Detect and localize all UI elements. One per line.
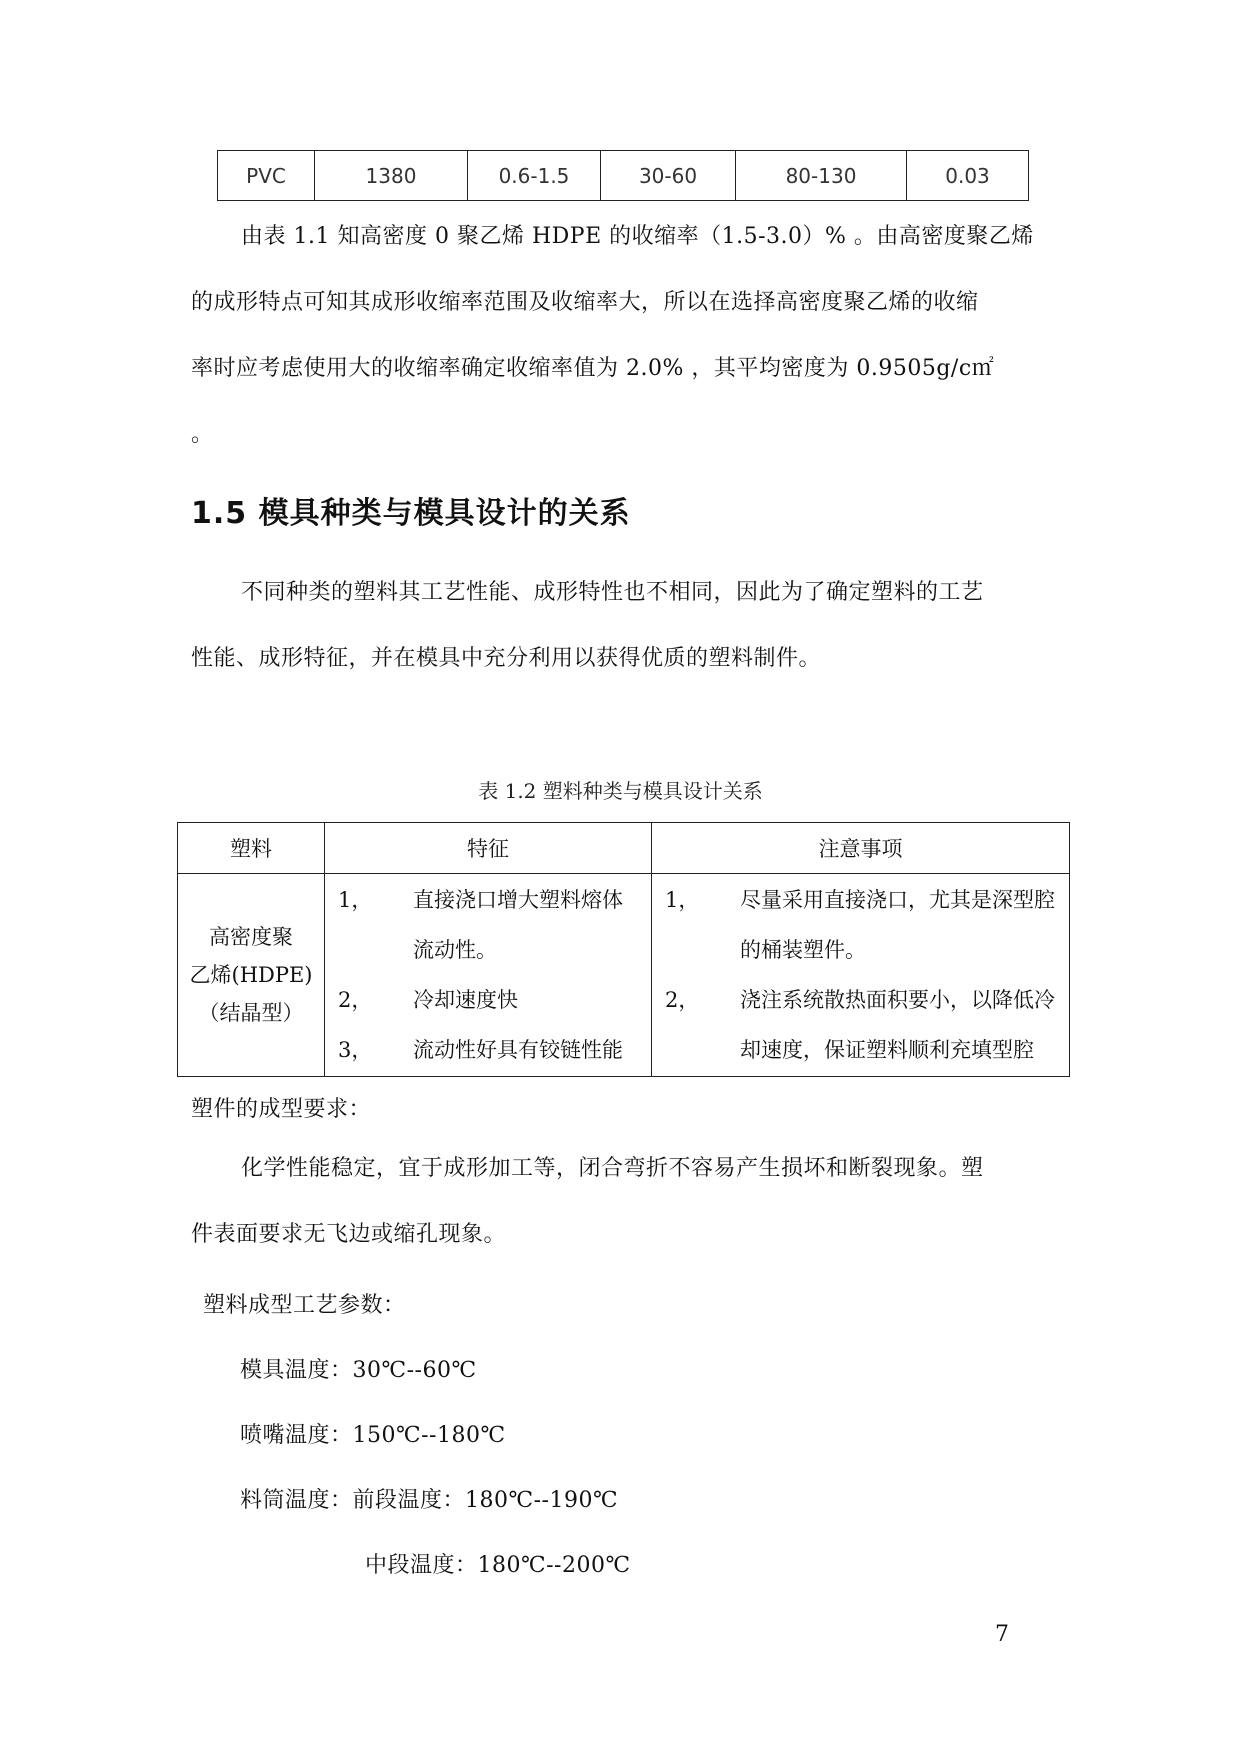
item-text: 冷却速度快 [413, 988, 518, 1012]
table-row [178, 874, 1070, 1077]
note-item [653, 975, 1068, 1075]
item-text: 流动性。 [413, 938, 497, 962]
item-number: 3， [338, 1038, 373, 1062]
plastic-cell [178, 874, 325, 1077]
table-cell: 30-60 [601, 151, 736, 201]
column-header: 塑料 [178, 823, 325, 874]
item-text: 浇注系统散热面积要小，以降低冷 [740, 988, 1055, 1012]
table-cell: PVC [218, 151, 315, 201]
item-number: 2， [338, 988, 373, 1012]
column-header: 注意事项 [652, 823, 1070, 874]
text-line: 。 [191, 422, 214, 447]
section-heading: 1.5 模具种类与模具设计的关系 [191, 496, 631, 531]
paragraph-mold-types [191, 560, 1061, 692]
param-mold-temp: 模具温度：30℃--60℃ [240, 1358, 477, 1383]
feature-item [326, 975, 650, 1025]
item-text: 却速度，保证塑料顺利充填型腔 [740, 1038, 1034, 1062]
text-line: 化学性能稳定，宜于成形加工等，闭合弯折不容易产生损坏和断裂现象。塑 [241, 1156, 984, 1181]
paragraph-requirements [191, 1136, 1061, 1268]
table-header-row [178, 823, 1070, 874]
text-line: 不同种类的塑料其工艺性能、成形特性也不相同，因此为了确定塑料的工艺 [241, 580, 984, 605]
param-nozzle-temp: 喷嘴温度：150℃--180℃ [240, 1423, 506, 1448]
page-number: 7 [995, 1622, 1009, 1647]
plastic-mold-design-table [177, 822, 1070, 1077]
item-number: 1， [665, 888, 700, 912]
params-label: 塑料成型工艺参数： [203, 1293, 406, 1318]
table-cell: 0.03 [907, 151, 1029, 201]
text-line: 由表 1.1 知高密度 0 聚乙烯 HDPE 的收缩率（1.5-3.0）% 。由高密度聚乙烯 [241, 224, 1034, 249]
feature-item [326, 875, 650, 975]
note-item [653, 875, 1068, 975]
table-cell: 80-130 [736, 151, 907, 201]
notes-cell [652, 874, 1070, 1077]
param-barrel-middle: 中段温度：180℃--200℃ [365, 1553, 631, 1578]
item-number: 1， [338, 888, 373, 912]
table-cell: 1380 [315, 151, 468, 201]
text-line: 件表面要求无飞边或缩孔现象。 [191, 1222, 507, 1247]
table-cell: 0.6-1.5 [468, 151, 601, 201]
text-line: 率时应考虑使用大的收缩率确定收缩率值为 2.0% ，其平均密度为 0.9505g/c㎡ [191, 356, 995, 381]
paragraph-shrinkage [191, 204, 1061, 468]
requirements-label: 塑件的成型要求： [191, 1097, 372, 1122]
plastic-name-line: 高密度聚 [209, 925, 293, 949]
item-number: 2， [665, 988, 700, 1012]
table-row [218, 151, 1029, 201]
feature-item [326, 1025, 650, 1075]
item-text: 尽量采用直接浇口，尤其是深型腔 [740, 888, 1055, 912]
table-caption: 表 1.2 塑料种类与模具设计关系 [478, 779, 763, 803]
item-text: 的桶装塑件。 [740, 938, 866, 962]
plastic-name-line: （结晶型） [198, 1001, 304, 1025]
plastic-name-line: 乙烯(HDPE) [189, 963, 313, 987]
material-table-fragment [217, 150, 1029, 201]
param-barrel-front: 料筒温度：前段温度：180℃--190℃ [240, 1488, 619, 1513]
item-text: 流动性好具有铰链性能 [413, 1038, 623, 1062]
features-cell [325, 874, 652, 1077]
item-text: 直接浇口增大塑料熔体 [413, 888, 623, 912]
column-header: 特征 [325, 823, 652, 874]
text-line: 的成形特点可知其成形收缩率范围及收缩率大，所以在选择高密度聚乙烯的收缩 [191, 290, 979, 315]
text-line: 性能、成形特征，并在模具中充分利用以获得优质的塑料制件。 [191, 646, 822, 671]
